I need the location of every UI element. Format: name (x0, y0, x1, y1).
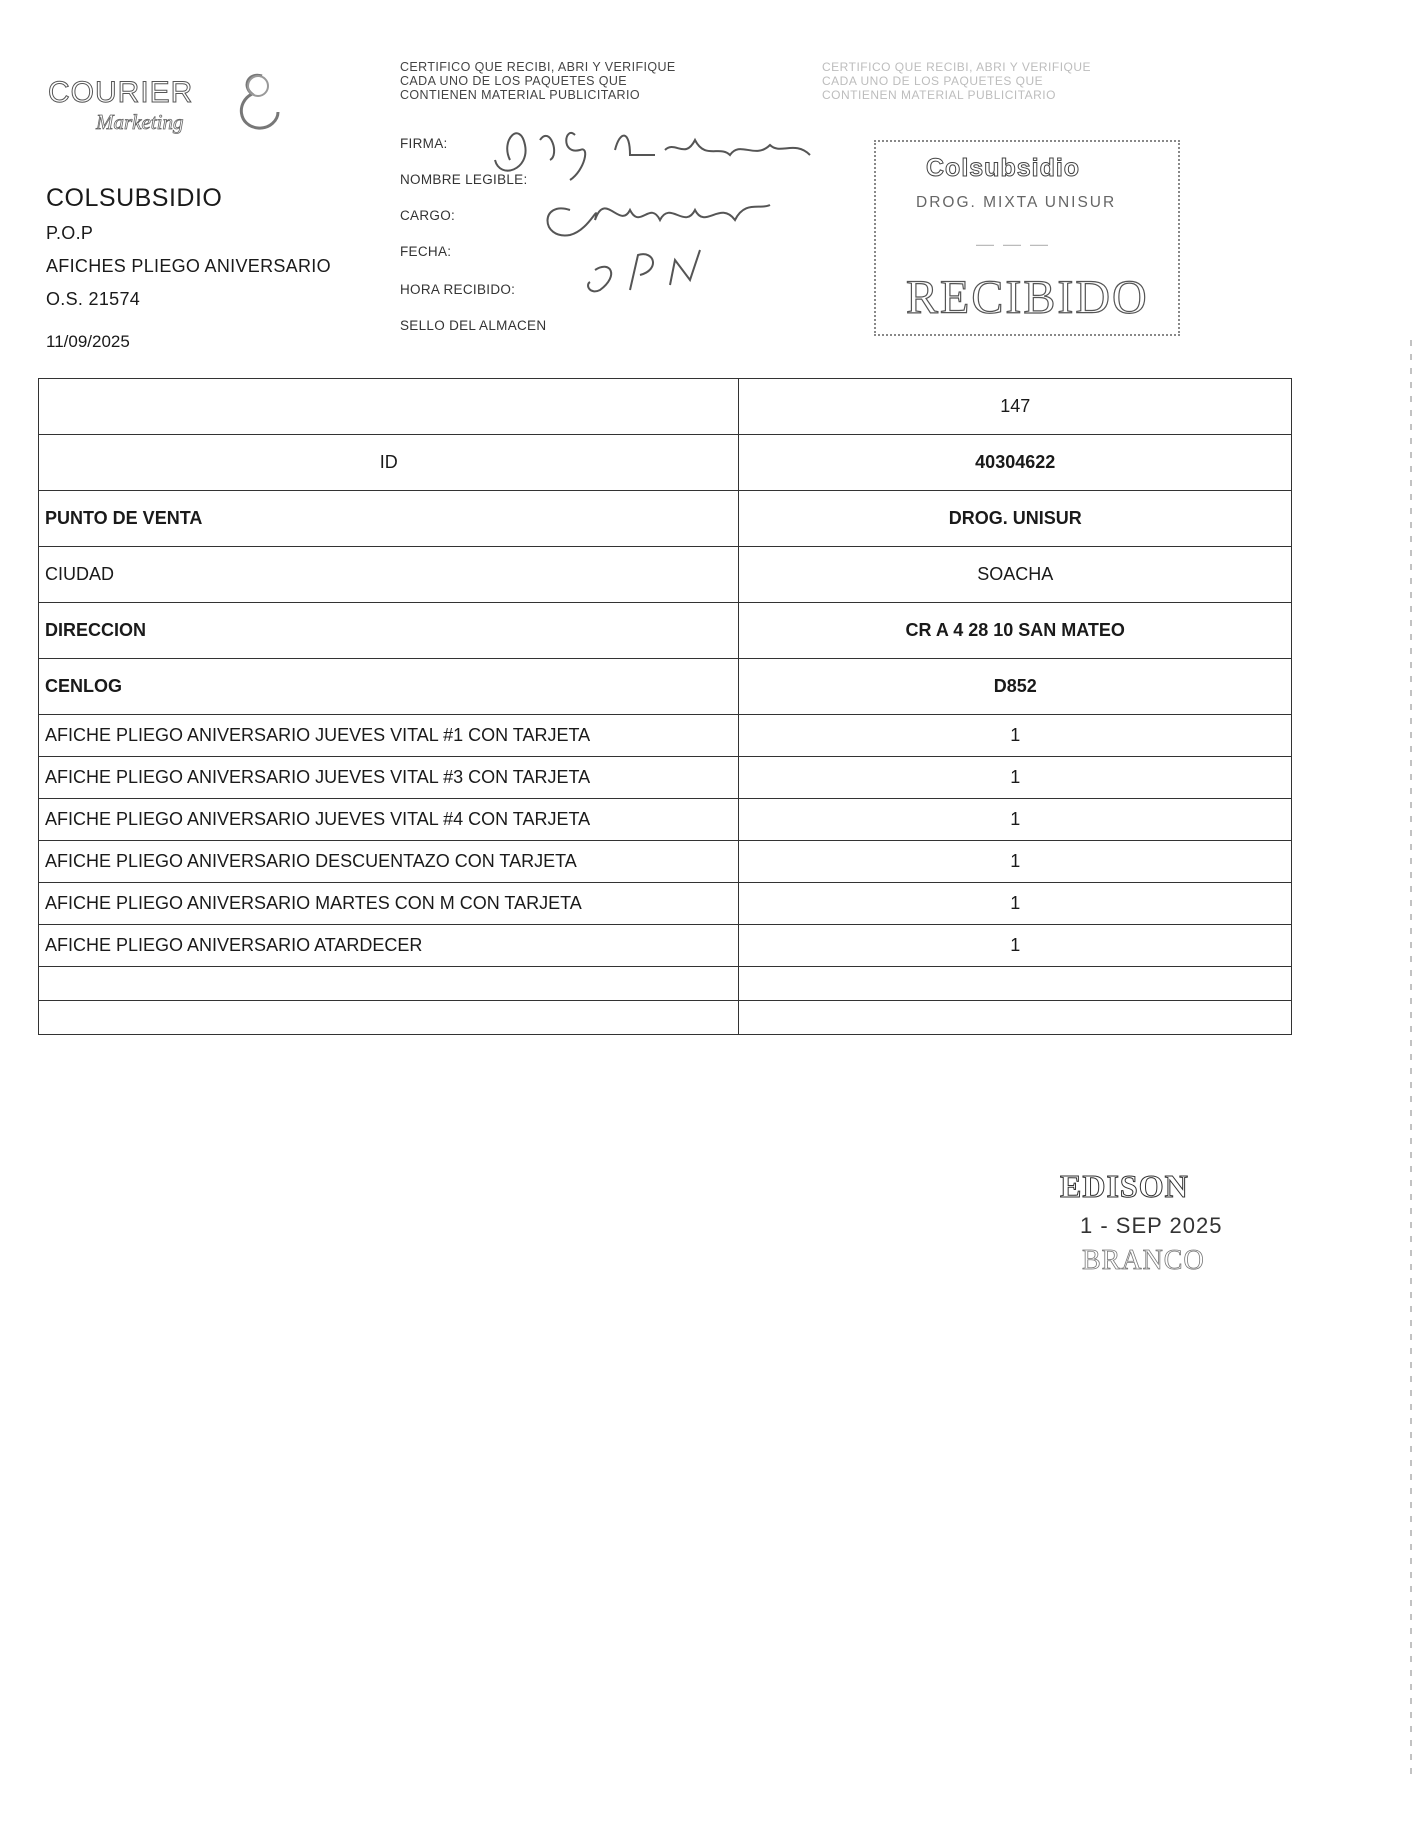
direccion-value: CR A 4 28 10 SAN MATEO (739, 603, 1292, 659)
field-nombre: NOMBRE LEGIBLE: (400, 172, 528, 187)
table-row-id (39, 435, 1292, 491)
logo-sub: Marketing (96, 110, 184, 134)
cert-line-2: CADA UNO DE LOS PAQUETES QUE (400, 74, 627, 88)
item-quantity: 1 (739, 799, 1292, 841)
cenlog-value: D852 (739, 659, 1292, 715)
table-row-empty (39, 1001, 1292, 1035)
table-row-punto-venta (39, 491, 1292, 547)
field-hora: HORA RECIBIDO: (400, 282, 516, 297)
faded-certification-text (822, 60, 1091, 102)
direccion-label: DIRECCION (39, 603, 739, 659)
empty-cell (739, 1001, 1292, 1035)
item-label: AFICHE PLIEGO ANIVERSARIO ATARDECER (39, 925, 739, 967)
table-row-direccion (39, 603, 1292, 659)
table-row (39, 925, 1292, 967)
courier-marketing-logo (18, 58, 278, 148)
header-label-cell (39, 379, 739, 435)
client-info (46, 184, 331, 352)
certification-block (400, 60, 780, 333)
stamp-courier-name: EDISON (1060, 1168, 1189, 1204)
faded-line-2: CADA UNO DE LOS PAQUETES QUE (822, 74, 1044, 88)
table-row (39, 757, 1292, 799)
item-quantity: 1 (739, 757, 1292, 799)
item-quantity: 1 (739, 925, 1292, 967)
logo-word: COURIER (48, 76, 194, 109)
punto-venta-label: PUNTO DE VENTA (39, 491, 739, 547)
field-firma: FIRMA: (400, 136, 448, 151)
ciudad-value: SOACHA (739, 547, 1292, 603)
cert-line-1: CERTIFICO QUE RECIBI, ABRI Y VERIFIQUE (400, 60, 676, 74)
stamp-date: — — — (976, 234, 1051, 254)
table-row-cenlog (39, 659, 1292, 715)
field-fecha: FECHA: (400, 244, 452, 259)
header-value-cell: 147 (739, 379, 1292, 435)
item-quantity: 1 (739, 715, 1292, 757)
id-value: 40304622 (739, 435, 1292, 491)
faded-line-1: CERTIFICO QUE RECIBI, ABRI Y VERIFIQUE (822, 60, 1092, 74)
field-cargo: CARGO: (400, 208, 456, 223)
item-label: AFICHE PLIEGO ANIVERSARIO DESCUENTAZO CON TARJETA (39, 841, 739, 883)
table-row (39, 841, 1292, 883)
table-row-header (39, 379, 1292, 435)
item-label: AFICHE PLIEGO ANIVERSARIO JUEVES VITAL #4 CON TARJETA (39, 799, 739, 841)
stamp-received: RECIBIDO (906, 271, 1149, 324)
stamp-courier-city: BRANCO (1082, 1245, 1205, 1276)
certification-text (400, 60, 780, 102)
faded-line-3: CONTIENEN MATERIAL PUBLICITARIO (822, 88, 1056, 102)
table-row (39, 715, 1292, 757)
client-line-order: O.S. 21574 (46, 289, 141, 309)
ampersand-icon (228, 66, 284, 146)
handwritten-signature (480, 100, 860, 320)
id-label: ID (39, 435, 739, 491)
stamp-brand: Colsubsidio (926, 154, 1081, 182)
table-row (39, 799, 1292, 841)
received-stamp (874, 140, 1180, 336)
field-sello: SELLO DEL ALMACEN (400, 318, 547, 333)
stamp-store: DROG. MIXTA UNISUR (916, 194, 1117, 211)
document-date: 11/09/2025 (46, 332, 130, 351)
cert-line-3: CONTIENEN MATERIAL PUBLICITARIO (400, 88, 640, 102)
client-line-description: AFICHES PLIEGO ANIVERSARIO (46, 256, 331, 276)
punto-venta-value: DROG. UNISUR (739, 491, 1292, 547)
empty-cell (39, 967, 739, 1001)
empty-cell (739, 967, 1292, 1001)
courier-date-stamp (1060, 1168, 1260, 1277)
cenlog-label: CENLOG (39, 659, 739, 715)
empty-cell (39, 1001, 739, 1035)
table-row-empty (39, 967, 1292, 1001)
table-row-ciudad (39, 547, 1292, 603)
table-row (39, 883, 1292, 925)
delivery-table (38, 378, 1292, 1035)
item-label: AFICHE PLIEGO ANIVERSARIO MARTES CON M CON TARJETA (39, 883, 739, 925)
client-line-pop: P.O.P (46, 223, 94, 243)
item-label: AFICHE PLIEGO ANIVERSARIO JUEVES VITAL #3 CON TARJETA (39, 757, 739, 799)
item-quantity: 1 (739, 841, 1292, 883)
stamp-courier-date: 1 - SEP 2025 (1080, 1213, 1223, 1238)
scan-edge-divider (1410, 340, 1412, 1780)
item-quantity: 1 (739, 883, 1292, 925)
client-name: COLSUBSIDIO (46, 184, 223, 212)
item-label: AFICHE PLIEGO ANIVERSARIO JUEVES VITAL #1 CON TARJETA (39, 715, 739, 757)
ciudad-label: CIUDAD (39, 547, 739, 603)
